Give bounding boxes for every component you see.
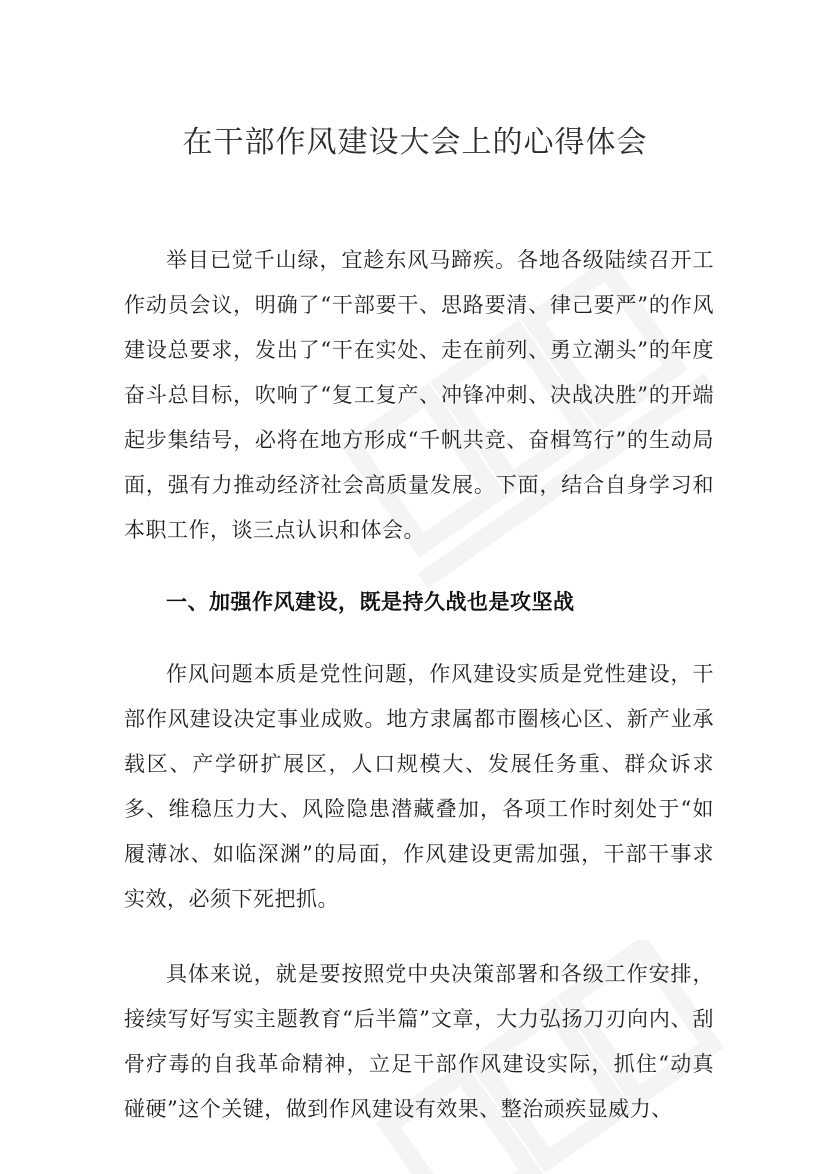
body-paragraph: 作风问题本质是党性问题，作风建设实质是党性建设，干部作风建设决定事业成败。地方隶属都市圈核心区、新产业承载区、产学研扩展区，人口规模大、发展任务重、群众诉求多、维稳压力大、风险隐患潜藏叠加，各项工作时刻处于“如履薄冰、如临深渊”的局面，作风建设更需加强，干部干事求实效，必须下死把抓。 — [124, 662, 714, 911]
page-title: 在干部作风建设大会上的心得体会 — [182, 125, 648, 160]
intro-paragraph: 举目已觉千山绿，宜趁东风马蹄疾。各地各级陆续召开工作动员会议，明确了“干部要干、思路要清、律己要严”的作风建设总要求，发出了“干在实处、走在前列、勇立潮头”的年度奋斗总目标，吹响了“复工复产、冲锋冲刺、决战决胜”的开端起步集结号，必将在地方形成“千帆共竞、奋楫笃行”的生动局面，强有力推动经济社会高质量发展。下面，结合自身学习和本职工作，谈三点认识和体会。 — [124, 248, 714, 542]
section-heading: 一、加强作风建设，既是持久战也是攻坚战 — [166, 589, 575, 614]
body-paragraph: 具体来说，就是要按照党中央决策部署和各级工作安排，接续写好写实主题教育“后半篇”文章，大力弘扬刀刃向内、刮骨疗毒的自我革命精神，立足干部作风建设实际，抓住“动真碰硬”这个关键，做到作风建设有效果、整治顽疾显威力、 — [124, 962, 714, 1121]
document-body — [124, 238, 714, 1156]
